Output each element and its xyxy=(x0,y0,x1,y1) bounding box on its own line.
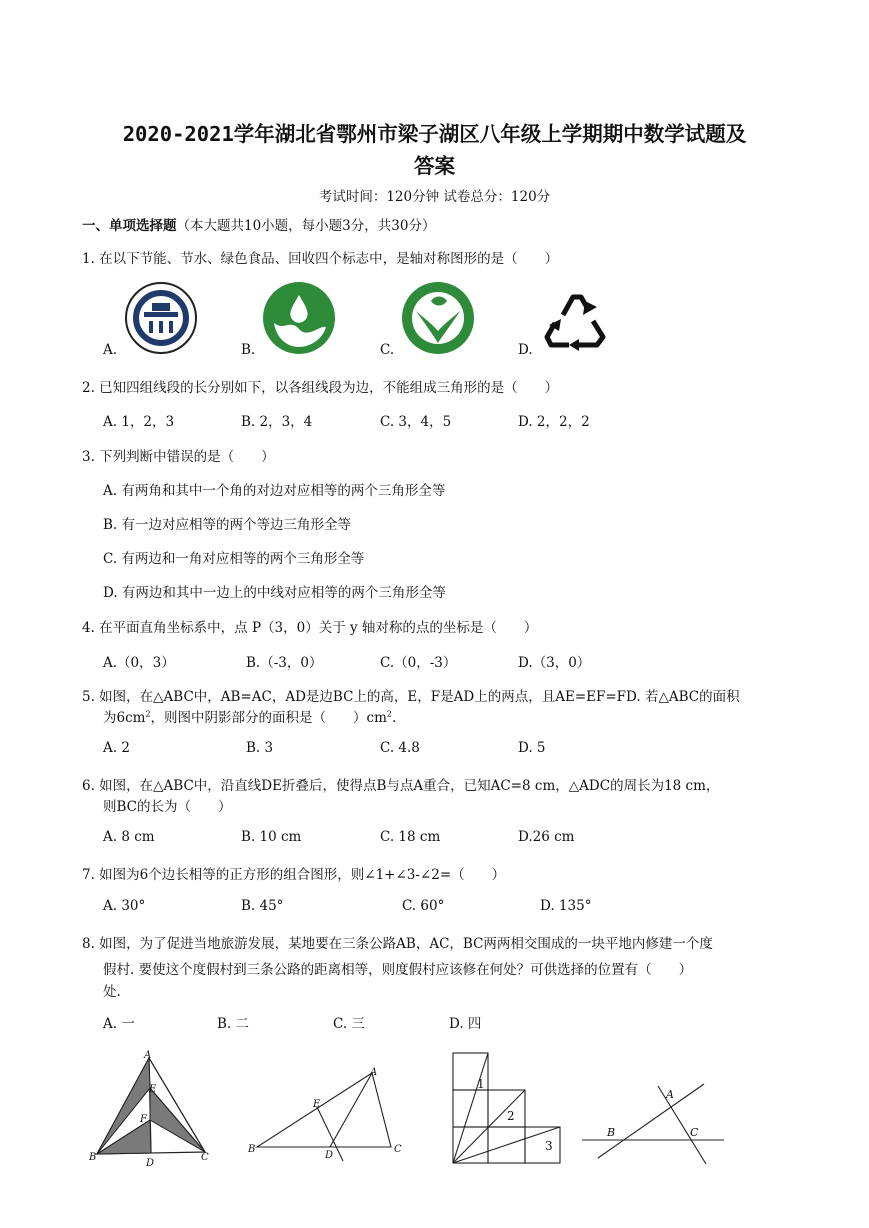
question-5-stem-line2: 为$6cm^2$，则图中阴影部分的面积是（ ）$cm^2$. xyxy=(103,709,397,726)
question-3-stem: 3. 下列判断中错误的是（ ） xyxy=(82,449,275,465)
q8-option-b: B. 二 xyxy=(217,1016,250,1032)
q6-option-d: D.26 cm xyxy=(518,829,575,845)
q4-option-b: B.（-3，0） xyxy=(246,655,323,671)
fig5-label-a: A xyxy=(144,1050,152,1061)
figure-q7-squares xyxy=(448,1050,563,1166)
fig5-label-e: E xyxy=(149,1084,157,1095)
question-8-stem-line3: 处. xyxy=(103,984,121,1000)
question-2-stem: 2. 已知四组线段的长分别如下，以各组线段为边，不能组成三角形的是（ ） xyxy=(82,380,559,396)
q3-option-b: B. 有一边对应相等的两个等边三角形全等 xyxy=(103,517,352,533)
fig5-label-f: F xyxy=(140,1114,147,1125)
question-8-stem-line1: 8. 如图，为了促进当地旅游发展，某地要在三条公路AB，AC，BC两两相交围成的一块平地内修建一个度 xyxy=(82,936,713,952)
fig5-label-b: B xyxy=(89,1152,97,1163)
question-4-stem: 4. 在平面直角坐标系中，点 P（3，0）关于 y 轴对称的点的坐标是（ ） xyxy=(82,620,538,636)
question-1-stem: 1. 在以下节能、节水、绿色食品、回收四个标志中，是轴对称图形的是（ ） xyxy=(82,251,559,267)
figure-q8-roads xyxy=(578,1078,728,1168)
page-title-line2: 答案 xyxy=(414,154,455,178)
figure-q6-fold xyxy=(245,1065,410,1165)
q7-option-c: C. 60° xyxy=(402,898,445,914)
question-6-stem-line2: 则BC的长为（ ） xyxy=(103,799,232,815)
q5-option-c: C. 4.8 xyxy=(380,740,420,756)
q3-option-c: C. 有两边和一角对应相等的两个三角形全等 xyxy=(103,551,365,567)
fig8-label-c: C xyxy=(690,1126,699,1139)
q4-option-a: A.（0，3） xyxy=(103,655,175,671)
fig8-label-b: B xyxy=(607,1126,616,1139)
q5-option-b: B. 3 xyxy=(246,740,274,756)
q8-option-a: A. 一 xyxy=(103,1016,135,1032)
q4-option-c: C.（0，-3） xyxy=(380,655,457,671)
fig8-label-a: A xyxy=(666,1088,674,1101)
page-title-line1: 2020-2021学年湖北省鄂州市梁子湖区八年级上学期期中数学试题及 xyxy=(122,122,747,146)
fig6-label-c: C xyxy=(394,1144,402,1155)
q6-option-b: B. 10 cm xyxy=(241,829,302,845)
exam-info: 考试时间：120分钟 试卷总分：120分 xyxy=(318,189,551,205)
fig5-label-c: C xyxy=(201,1152,209,1163)
q2-option-b: B. 2，3，4 xyxy=(241,414,313,430)
q2-option-c: C. 3，4，5 xyxy=(380,414,452,430)
section-heading xyxy=(82,214,435,234)
q6-option-c: C. 18 cm xyxy=(380,829,441,845)
green-food-logo xyxy=(401,281,475,355)
q1-option-b: B. xyxy=(241,342,256,358)
question-7-stem: 7. 如图为6个边长相等的正方形的组合图形，则∠1+∠3-∠2=（ ） xyxy=(82,867,506,883)
q2-option-d: D. 2，2，2 xyxy=(518,414,590,430)
water-saving-logo xyxy=(262,281,336,355)
recycling-logo xyxy=(539,281,613,355)
section-note: （本大题共10小题，每小题3分，共30分） xyxy=(176,218,436,234)
fig6-label-a: A xyxy=(370,1067,378,1078)
fig6-label-d: D xyxy=(325,1150,334,1161)
q1-option-d: D. xyxy=(518,342,533,358)
q1-option-a: A. xyxy=(103,342,118,358)
q4-option-d: D.（3，0） xyxy=(518,655,591,671)
question-8-stem-line2: 假村. 要使这个度假村到三条公路的距离相等，则度假村应该修在何处？可供选择的位置有（ ） xyxy=(103,962,693,978)
fig7-label-3: 3 xyxy=(545,1139,553,1153)
fig5-label-d: D xyxy=(146,1158,155,1169)
q5-option-d: D. 5 xyxy=(518,740,546,756)
q1-option-c: C. xyxy=(380,342,395,358)
question-5-stem-line1: 5. 如图，在△ABC中，AB=AC，AD是边BC上的高，E，F是AD上的两点，且AE=EF=FD. 若△ABC的面积 xyxy=(82,689,740,705)
fig7-label-2: 2 xyxy=(507,1109,515,1123)
q8-option-c: C. 三 xyxy=(333,1016,365,1032)
q6-option-a: A. 8 cm xyxy=(103,829,155,845)
figure-q5-triangle xyxy=(85,1048,215,1170)
fig6-label-e: E xyxy=(313,1099,321,1110)
fig6-label-b: B xyxy=(248,1144,256,1155)
q7-option-a: A. 30° xyxy=(103,898,146,914)
q7-option-d: D. 135° xyxy=(540,898,592,914)
energy-saving-logo xyxy=(124,281,198,355)
q7-option-b: B. 45° xyxy=(241,898,284,914)
fig7-label-1: 1 xyxy=(477,1077,485,1091)
q8-option-d: D. 四 xyxy=(449,1016,482,1032)
q3-option-d: D. 有两边和其中一边上的中线对应相等的两个三角形全等 xyxy=(103,585,446,601)
q3-option-a: A. 有两角和其中一个角的对边对应相等的两个三角形全等 xyxy=(103,483,446,499)
q2-option-a: A. 1，2，3 xyxy=(103,414,175,430)
section-title: 一、单项选择题 xyxy=(82,218,177,234)
q5-option-a: A. 2 xyxy=(103,740,130,756)
question-6-stem-line1: 6. 如图，在△ABC中，沿直线DE折叠后，使得点B与点A重合，已知AC=8 cm，△ADC的周长为18 cm， xyxy=(82,778,720,794)
